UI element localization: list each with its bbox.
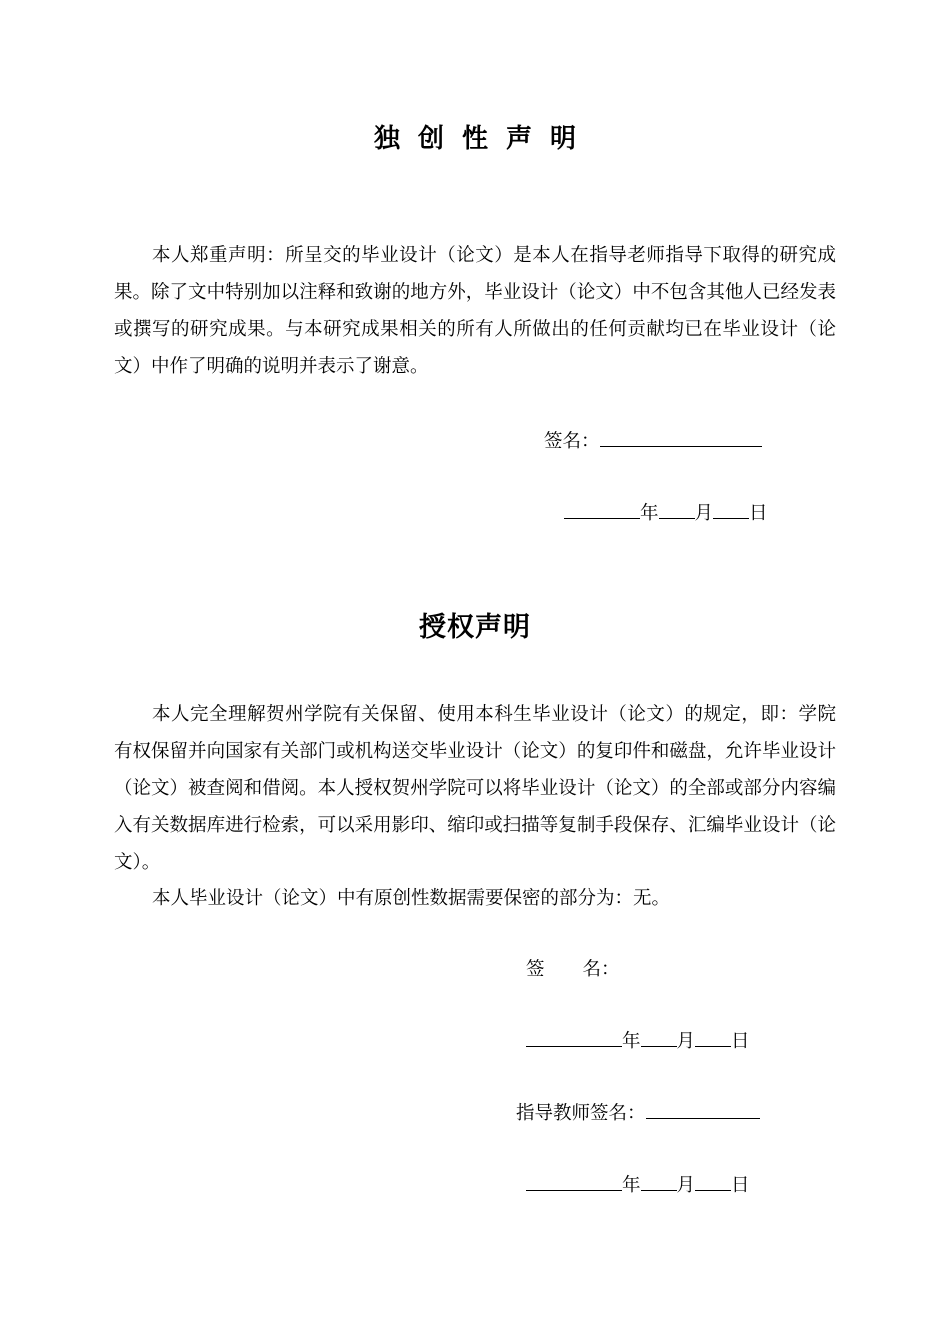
- signature-label-part2: 名：: [582, 959, 620, 980]
- year-label: 年: [640, 503, 659, 524]
- advisor-date-line: [526, 1170, 750, 1200]
- day-blank[interactable]: [695, 1170, 731, 1191]
- day-label: 日: [731, 1031, 750, 1052]
- originality-statement-body: 本人郑重声明：所呈交的毕业设计（论文）是本人在指导老师指导下取得的研究成果。除了文中特别加以注释和致谢的地方外，毕业设计（论文）中不包含其他人已经发表或撰写的研究成果。与本研究成果相关的所有人所做出的任何贡献均已在毕业设计（论文）中作了明确的说明并表示了谢意。: [114, 245, 836, 377]
- year-blank[interactable]: [564, 498, 640, 519]
- day-label: 日: [749, 503, 768, 524]
- month-blank[interactable]: [659, 498, 695, 519]
- month-blank[interactable]: [641, 1170, 677, 1191]
- day-blank[interactable]: [713, 498, 749, 519]
- year-label: 年: [622, 1031, 641, 1052]
- originality-statement-title: 独创性声明: [373, 124, 594, 154]
- year-blank[interactable]: [526, 1170, 622, 1191]
- month-blank[interactable]: [641, 1026, 677, 1047]
- authorization-statement-body: 本人完全理解贺州学院有关保留、使用本科生毕业设计（论文）的规定，即：学院有权保留并向国家有关部门或机构送交毕业设计（论文）的复印件和磁盘，允许毕业设计（论文）被查阅和借阅。本人授权贺州学院可以将毕业设计（论文）的全部或部分内容编入有关数据库进行检索，可以采用影印、缩印或扫描等复制手段保存、汇编毕业设计（论文）。: [114, 704, 836, 873]
- signature-blank[interactable]: [600, 426, 762, 447]
- year-label: 年: [622, 1175, 641, 1196]
- advisor-signature-line: [516, 1098, 760, 1128]
- confidential-data-statement: 本人毕业设计（论文）中有原创性数据需要保密的部分为：无。: [152, 888, 671, 909]
- authorization-statement-title: 授权声明: [419, 612, 531, 643]
- month-label: 月: [676, 1175, 696, 1196]
- month-label: 月: [676, 1031, 696, 1052]
- originality-date-line: [564, 498, 768, 528]
- originality-signature-line: [544, 426, 762, 456]
- month-label: 月: [694, 503, 714, 524]
- author-signature-line: [526, 956, 620, 984]
- advisor-signature-blank[interactable]: [646, 1098, 760, 1119]
- day-label: 日: [731, 1175, 750, 1196]
- year-blank[interactable]: [526, 1026, 622, 1047]
- signature-label: 签名：: [544, 431, 600, 452]
- signature-label-part1: 签: [526, 959, 545, 980]
- day-blank[interactable]: [695, 1026, 731, 1047]
- author-date-line: [526, 1026, 750, 1056]
- advisor-signature-label: 指导教师签名：: [516, 1103, 646, 1124]
